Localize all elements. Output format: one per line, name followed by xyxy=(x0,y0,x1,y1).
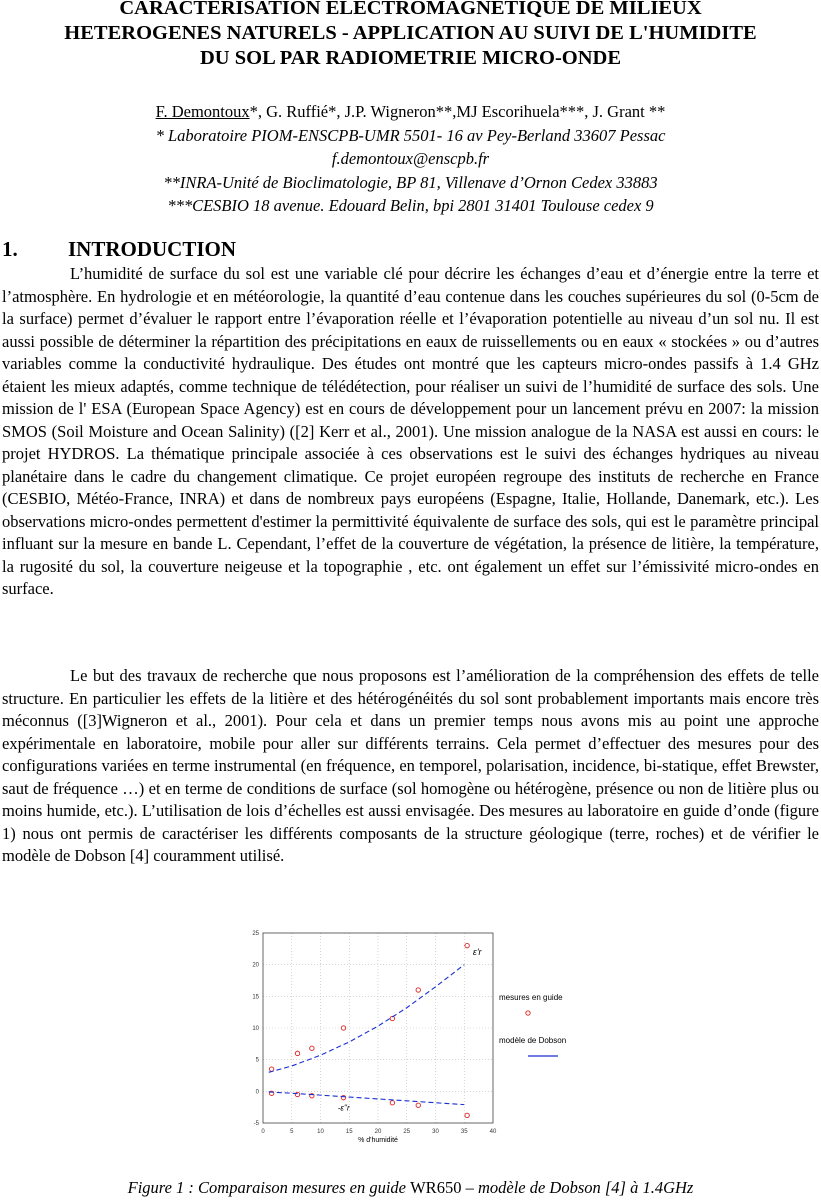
x-tick-label: 5 xyxy=(290,1129,294,1135)
y-tick-label: 10 xyxy=(252,1026,259,1032)
paper-title xyxy=(0,0,821,71)
x-tick-label: 20 xyxy=(374,1129,382,1135)
paragraph xyxy=(2,665,819,868)
other-authors: *, G. Ruffié*, J.P. Wigneron**,MJ Escorihuela***, J. Grant ** xyxy=(249,102,666,121)
author-block xyxy=(0,100,821,218)
figure-caption: Figure 1 : Comparaison mesures en guide WR650 – modèle de Dobson [4] à 1.4GHz xyxy=(127,1178,694,1197)
author-email: f.demontoux@enscpb.fr xyxy=(331,149,490,168)
eps-imag-label: -ε''r xyxy=(337,1103,350,1113)
model-curve xyxy=(269,1092,465,1105)
legend-marker-measurements xyxy=(526,1011,530,1015)
measurement-point xyxy=(416,988,420,992)
x-tick-label: 15 xyxy=(345,1129,353,1135)
section-title: INTRODUCTION xyxy=(68,237,237,261)
measurement-point xyxy=(295,1092,299,1096)
y-tick-label: 20 xyxy=(252,962,259,969)
x-tick-label: 30 xyxy=(432,1129,439,1135)
x-tick-label: 25 xyxy=(403,1129,411,1135)
measurement-point xyxy=(390,1101,394,1105)
measurement-point xyxy=(465,1113,469,1117)
measurement-point xyxy=(416,1103,420,1107)
title-line: HETEROGENES NATURELS - APPLICATION AU SUIVI DE L'HUMIDITE xyxy=(64,22,757,44)
x-tick-label: 0 xyxy=(261,1129,265,1135)
legend-label-model: modèle de Dobson xyxy=(499,1036,567,1045)
x-axis-label: % d'humidité xyxy=(358,1137,398,1144)
measurement-point xyxy=(295,1051,299,1055)
paragraph-text: L’humidité de surface du sol est une variable clé pour décrire les échanges d’eau et d’énergie entre la terre et l’atmosphère. En hydrologie et en météorologie, la quantité d’eau contenue dans les couches supérieures du sol (0-5cm de la surface) permet d’évaluer le rapport entre l’évaporation réelle et l’évaporation potentielle au niveau d’un sol nu. Il est aussi possible de déterminer la répartition des précipitations en eaux de ruissellements ou en eaux « stockées » ou d’autres variables comme la conductivité hydraulique. Des études ont montré que les capteurs micro-ondes passifs à 1.4 GHz étaient les mieux adaptés, comme technique de télédétection, pour réaliser un suivi de l’humidité de surface des sols. Une mission de l' ESA (European Space Agency) est en cours de développement pour un lancement prévu en 2007: la mission SMOS (Soil Moisture and Ocean Salinity) ([2] Kerr et al., 2001). Une mission analogue de la NASA est aussi en cours: le projet HYDROS. La thématique principale associée à ces observations est le suivi des échanges hydriques au niveau planétaire dans le cadre du changement climatique. Ce projet européen regroupe des instituts de recherche en France (CESBIO, Météo-France, INRA) et dans de nombreux pays européens (Espagne, Italie, Hollande, Danemark, etc.). Les observations micro-ondes permettent d'estimer la permittivité équivalente de surface des sols, qui est le paramètre principal influant sur la mesure en bande L. Cependant, l’effet de la couverture de végétation, la présence de litière, la température, la rugosité du sol, la couverture neigeuse et la topographie , etc. ont également un effet sur l’émissivité micro-ondes en surface. xyxy=(2,264,819,598)
affiliation: ***CESBIO 18 avenue. Edouard Belin, bpi 2801 31401 Toulouse cedex 9 xyxy=(167,196,654,215)
measurement-point xyxy=(465,943,469,947)
title-line: DU SOL PAR RADIOMETRIE MICRO-ONDE xyxy=(199,47,622,69)
affiliation: * Laboratoire PIOM-ENSCPB-UMR 5501- 16 av Pey-Berland 33607 Pessac xyxy=(155,125,666,145)
y-tick-label: 25 xyxy=(252,931,259,937)
author-list xyxy=(0,100,821,124)
measurement-point xyxy=(310,1046,314,1050)
eps-real-label: ε'r xyxy=(472,947,482,958)
y-tick-label: 5 xyxy=(255,1057,259,1064)
paragraph xyxy=(2,263,819,601)
legend-label-measurements: mesures en guide xyxy=(499,993,563,1002)
y-tick-label: -5 xyxy=(253,1121,259,1127)
x-tick-label: 35 xyxy=(460,1129,468,1135)
section-number: 1. xyxy=(2,237,18,261)
y-tick-label: 15 xyxy=(252,994,259,1001)
moisture-permittivity-chart xyxy=(228,925,598,1145)
title-line: CARACTERISATION ELECTROMAGNETIQUE DE MILIEUX xyxy=(119,0,702,19)
model-curve xyxy=(269,965,465,1073)
first-author: F. Demontoux xyxy=(155,102,250,121)
section-heading xyxy=(2,237,236,262)
x-tick-label: 10 xyxy=(317,1129,324,1135)
paragraph-text: Le but des travaux de recherche que nous proposons est l’amélioration de la compréhension des effets de telle structure. En particulier les effets de la litière et des hétérogénéités du sol sont probablement importants mais encore très méconnus ([3]Wigneron et al., 2001). Pour cela et dans un premier temps nous avons mis au point une approche expérimentale en laboratoire, mobile pour aller sur différents terrains. Cela permet d’effectuer des mesures pour des configurations variées en terme instrumental (en fréquence, en temporel, polarisation, incidence, bi-statique, effet Brewster, saut de fréquence …) et en terme de conditions de surface (sol homogène ou hétérogène, présence ou non de litière plus ou moins humide, etc.). L’utilisation de lois d’échelles est aussi envisagée. Des mesures au laboratoire en guide d’onde (figure 1) nous ont permis de caractériser les différents composants de la structure géologique (terre, roches) et de vérifier le modèle de Dobson [4] couramment utilisé. xyxy=(2,666,819,865)
figure-1 xyxy=(228,925,598,1145)
x-tick-label: 40 xyxy=(489,1129,497,1135)
y-tick-label: 0 xyxy=(255,1089,259,1096)
affiliation: **INRA-Unité de Bioclimatologie, BP 81, Villenave d’Ornon Cedex 33883 xyxy=(163,172,658,192)
